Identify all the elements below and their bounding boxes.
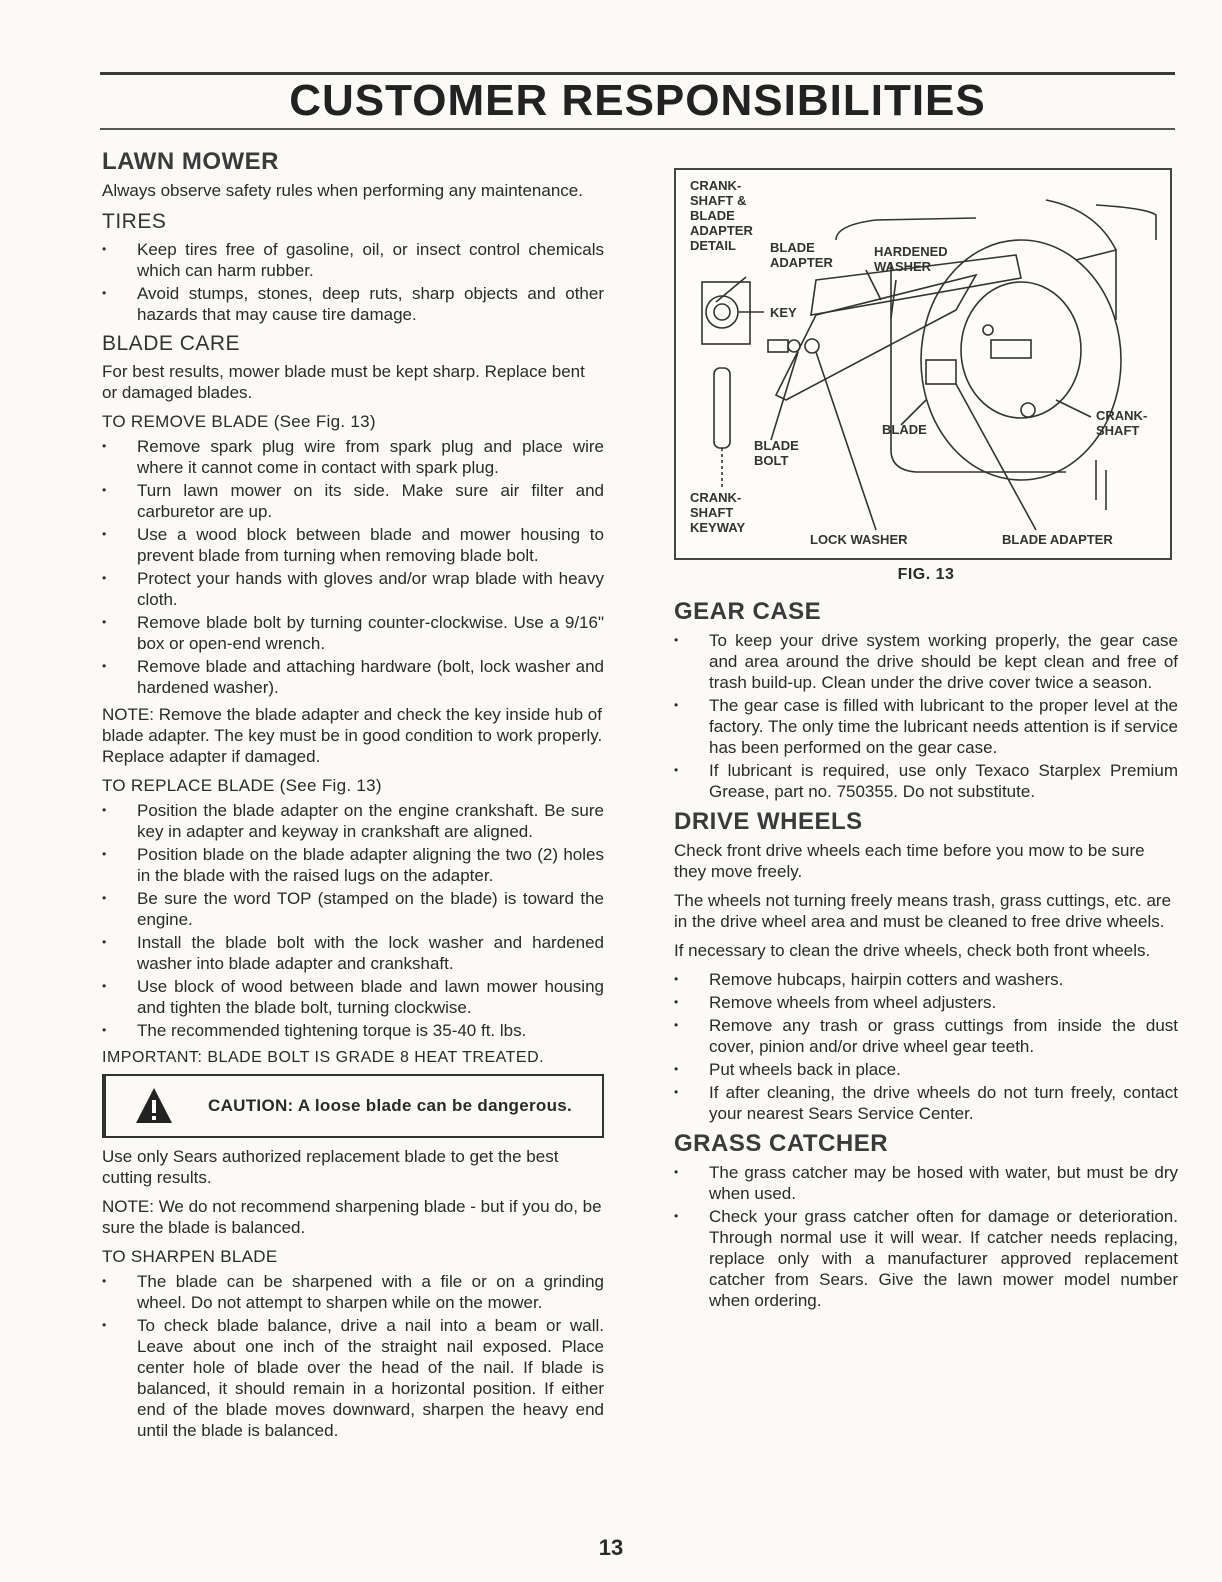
tires-list [102, 239, 604, 325]
fig-label-detail-5: DETAIL [690, 238, 736, 253]
caution-box [102, 1074, 604, 1138]
drive-wheels-p3: If necessary to clean the drive wheels, check both front wheels. [674, 941, 1151, 960]
sharpen-blade-list [102, 1271, 604, 1441]
list-item: • Avoid stumps, stones, deep ruts, sharp objects and other hazards that may cause tire damage. [102, 283, 604, 325]
list-item: • Remove hubcaps, hairpin cotters and washers. [674, 969, 1178, 990]
list-item: • Remove any trash or grass cuttings from inside the dust cover, pinion and/or drive wheel gear teeth. [674, 1015, 1178, 1057]
list-item: • Remove blade bolt by turning counter-clockwise. Use a 9/16" box or open-end wrench. [102, 612, 604, 654]
list-item: • Install the blade bolt with the lock washer and hardened washer into blade adapter and crankshaft. [102, 932, 604, 974]
note-label: NOTE: [102, 1197, 154, 1216]
fig-label-keyway-2: SHAFT [690, 505, 734, 520]
note-adapter [102, 704, 604, 767]
page-number: 13 [598, 1535, 624, 1560]
list-item: • The recommended tightening torque is 35-40 ft. lbs. [102, 1020, 604, 1041]
title-rule-bottom [100, 128, 1175, 130]
drive-wheels-p2: The wheels not turning freely means trash, grass cuttings, etc. are in the drive wheel area and must be cleaned to free drive wheels. [674, 891, 1172, 931]
replacement-blade-text: Use only Sears authorized replacement blade to get the best cutting results. [102, 1147, 559, 1187]
fig-label-blade-adapter-bottom: BLADE ADAPTER [1002, 532, 1113, 547]
fig-label-detail-4: ADAPTER [690, 223, 753, 238]
list-item: • The grass catcher may be hosed with water, but must be dry when used. [674, 1162, 1178, 1204]
drive-wheels-list [674, 969, 1178, 1124]
list-item: • Remove spark plug wire from spark plug and place wire where it cannot come in contact with spark plug. [102, 436, 604, 478]
grass-catcher-heading: GRASS CATCHER [674, 1130, 889, 1157]
list-item: • To check blade balance, drive a nail into a beam or wall. Leave about one inch of the straight nail exposed. Place center hole of blade over the head of the nail. If blade is balanced, it should remain in a horizontal position. If either end of the blade moves downward, sharpen the heavy end until the blade is balanced. [102, 1315, 604, 1441]
lawn-mower-intro: Always observe safety rules when performing any maintenance. [102, 181, 583, 200]
drive-wheels-p1: Check front drive wheels each time before you mow to be sure they move freely. [674, 841, 1145, 881]
fig-label-blade-bolt-2: BOLT [754, 453, 789, 468]
list-item: • The gear case is filled with lubricant to the proper level at the factory. The only time the lubricant needs attention is if service has been performed on the gear case. [674, 695, 1178, 758]
list-item: • Remove blade and attaching hardware (bolt, lock washer and hardened washer). [102, 656, 604, 698]
list-item: • Position blade on the blade adapter aligning the two (2) holes in the blade with the raised lugs on the adapter. [102, 844, 604, 886]
fig-label-detail-3: BLADE [690, 208, 735, 223]
fig-label-hardened-1: HARDENED [874, 244, 948, 259]
fig-label-crankshaft-1: CRANK- [1096, 408, 1148, 423]
page-title: CUSTOMER RESPONSIBILITIES [289, 76, 986, 125]
left-column [102, 148, 604, 1447]
note-text: We do not recommend sharpening blade - but if you do, be sure the blade is balanced. [102, 1197, 602, 1237]
figure-13 [674, 168, 1172, 560]
fig-label-detail-2: SHAFT & [690, 193, 747, 208]
grass-catcher-list [674, 1162, 1178, 1311]
list-item: • Use a wood block between blade and mower housing to prevent blade from turning when removing blade bolt. [102, 524, 604, 566]
right-column [674, 168, 1178, 1317]
fig-label-hardened-2: WASHER [874, 259, 932, 274]
fig-label-lock-washer: LOCK WASHER [810, 532, 908, 547]
note-sharpening [102, 1196, 604, 1238]
list-item: • The blade can be sharpened with a file or on a grinding wheel. Do not attempt to sharpen while on the mower. [102, 1271, 604, 1313]
list-item: • To keep your drive system working properly, the gear case and area around the drive should be kept clean and free of trash build-up. Clean under the drive cover twice a season. [674, 630, 1178, 693]
important-text: BLADE BOLT IS GRADE 8 HEAT TREATED. [207, 1049, 545, 1066]
gear-case-list [674, 630, 1178, 802]
list-item: • Remove wheels from wheel adjusters. [674, 992, 1178, 1013]
fig-label-keyway-3: KEYWAY [690, 520, 746, 535]
fig-label-blade-bolt-1: BLADE [754, 438, 799, 453]
list-item: • Protect your hands with gloves and/or wrap blade with heavy cloth. [102, 568, 604, 610]
blade-care-intro: For best results, mower blade must be kept sharp. Replace bent or damaged blades. [102, 362, 585, 402]
caution-label: CAUTION: [208, 1096, 294, 1115]
list-item: • Turn lawn mower on its side. Make sure air filter and carburetor are up. [102, 480, 604, 522]
blade-assembly-diagram [676, 170, 1170, 558]
tires-heading: TIRES [102, 210, 167, 233]
important-label: IMPORTANT: [102, 1049, 203, 1066]
note-text: Remove the blade adapter and check the key inside hub of blade adapter. The key must be in good condition to work properly. Replace adapter if damaged. [102, 705, 603, 766]
important-note [102, 1047, 604, 1068]
list-item: • If after cleaning, the drive wheels do not turn freely, contact your nearest Sears Service Center. [674, 1082, 1178, 1124]
list-item: • Put wheels back in place. [674, 1059, 1178, 1080]
list-item: • Be sure the word TOP (stamped on the blade) is toward the engine. [102, 888, 604, 930]
list-item: • Check your grass catcher often for damage or deterioration. Through normal use it will wear. If catcher needs replacing, replace only with a manufacturer approved replacement catcher from Sears. Give the lawn mower model number when ordering. [674, 1206, 1178, 1311]
lawn-mower-heading: LAWN MOWER [102, 148, 279, 175]
replace-blade-heading: TO REPLACE BLADE (See Fig. 13) [102, 776, 382, 795]
replace-blade-list [102, 800, 604, 1041]
fig-label-crankshaft-2: SHAFT [1096, 423, 1140, 438]
fig-label-blade: BLADE [882, 422, 927, 437]
fig-label-key: KEY [770, 305, 797, 320]
remove-blade-heading: TO REMOVE BLADE (See Fig. 13) [102, 412, 376, 431]
drive-wheels-heading: DRIVE WHEELS [674, 808, 863, 835]
list-item: • Use block of wood between blade and lawn mower housing and tighten the blade bolt, turning clockwise. [102, 976, 604, 1018]
list-item: • Position the blade adapter on the engine crankshaft. Be sure key in adapter and keyway in crankshaft are aligned. [102, 800, 604, 842]
list-item: • If lubricant is required, use only Texaco Starplex Premium Grease, part no. 750355. Do not substitute. [674, 760, 1178, 802]
note-label: NOTE: [102, 705, 154, 724]
remove-blade-list [102, 436, 604, 698]
warning-icon [134, 1086, 174, 1126]
gear-case-heading: GEAR CASE [674, 598, 822, 625]
fig-label-detail-1: CRANK- [690, 178, 742, 193]
list-item: • Keep tires free of gasoline, oil, or insect control chemicals which can harm rubber. [102, 239, 604, 281]
fig-label-blade-adapter-2: ADAPTER [770, 255, 833, 270]
fig-label-keyway-1: CRANK- [690, 490, 742, 505]
fig-label-blade-adapter-1: BLADE [770, 240, 815, 255]
figure-caption: FIG. 13 [897, 566, 955, 583]
caution-message: A loose blade can be dangerous. [297, 1096, 573, 1115]
caution-text [208, 1095, 572, 1117]
sharpen-blade-heading: TO SHARPEN BLADE [102, 1247, 278, 1266]
blade-care-heading: BLADE CARE [102, 332, 241, 355]
